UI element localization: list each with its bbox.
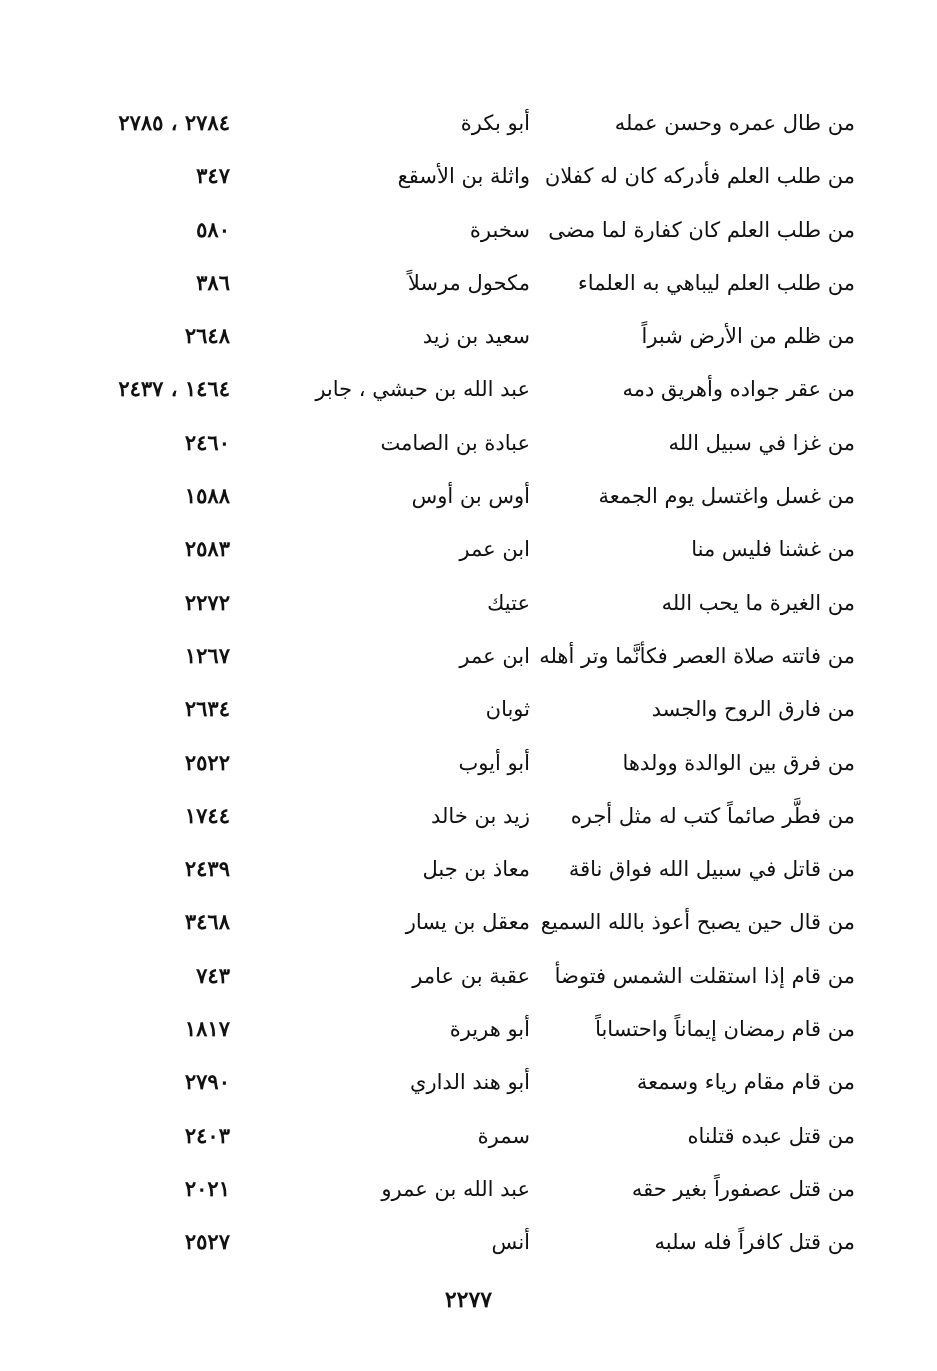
narrator-name: عبادة بن الصامت <box>380 430 530 455</box>
hadith-number: ٢٥٢٧ <box>184 1229 230 1255</box>
hadith-text: من قاتل في سبيل الله فواق ناقة <box>568 857 855 882</box>
index-row <box>0 1004 937 1057</box>
narrator-name: ابن عمر <box>459 643 530 668</box>
narrator-name: أوس بن أوس <box>411 484 530 509</box>
narrator-name: ابن عمر <box>459 537 530 562</box>
hadith-text: من قام إذا استقلت الشمس فتوضأ <box>554 963 855 988</box>
index-row <box>0 1217 937 1270</box>
hadith-number: ١٧٤٤ <box>184 802 230 828</box>
hadith-text: من فارق الروح والجسد <box>651 697 855 722</box>
hadith-text: من فرق بين الوالدة وولدها <box>622 750 855 775</box>
hadith-number: ٢٦٤٨ <box>184 323 230 349</box>
narrator-name: سعيد بن زيد <box>422 324 530 349</box>
hadith-text: من غزا في سبيل الله <box>668 430 855 455</box>
narrator-name: معقل بن يسار <box>405 910 530 935</box>
index-row <box>0 1164 937 1217</box>
index-row <box>0 631 937 684</box>
hadith-number: ٣٨٦ <box>196 269 230 295</box>
index-row <box>0 578 937 631</box>
hadith-number: ٣٤٧ <box>196 163 230 189</box>
hadith-text: من قام رمضان إيماناً واحتساباً <box>595 1017 855 1042</box>
hadith-text: من فطَّر صائماً كتب له مثل أجره <box>570 803 855 828</box>
hadith-text: من ظلم من الأرض شبراً <box>641 324 855 349</box>
index-row <box>0 524 937 577</box>
narrator-name: سخبرة <box>469 217 530 242</box>
hadith-number: ٢٧٨٤ ، ٢٧٨٥ <box>118 110 230 135</box>
hadith-number: ١٨١٧ <box>184 1016 230 1042</box>
narrator-name: أبو هريرة <box>449 1017 530 1042</box>
narrator-name: عقبة بن عامر <box>412 963 530 988</box>
index-row <box>0 1057 937 1110</box>
hadith-number: ٣٤٦٨ <box>184 909 230 935</box>
index-row <box>0 418 937 471</box>
narrator-name: مكحول مرسلاً <box>407 270 530 295</box>
index-row <box>0 897 937 950</box>
index-row <box>0 151 937 204</box>
index-row <box>0 791 937 844</box>
narrator-name: أبو هند الداري <box>410 1070 530 1095</box>
hadith-number: ٧٤٣ <box>196 962 230 988</box>
hadith-number: ١٢٦٧ <box>184 642 230 668</box>
narrator-name: زيد بن خالد <box>431 803 530 828</box>
hadith-text: من قال حين يصبح أعوذ بالله السميع <box>540 910 855 935</box>
narrator-name: أبو بكرة <box>460 111 530 135</box>
hadith-number: ٢٤٠٣ <box>184 1122 230 1148</box>
index-table <box>0 98 937 1271</box>
hadith-text: من غشنا فليس منا <box>691 537 855 562</box>
narrator-name: عبد الله بن حبشي ، جابر <box>315 377 530 402</box>
hadith-number: ١٥٨٨ <box>184 483 230 509</box>
narrator-name: أنس <box>491 1230 530 1255</box>
hadith-number: ٢٠٢١ <box>184 1175 230 1201</box>
page-number: ٢٢٧٧ <box>444 1287 493 1313</box>
hadith-number: ١٤٦٤ ، ٢٤٣٧ <box>118 376 230 402</box>
hadith-text: من قتل عبده قتلناه <box>687 1123 855 1148</box>
narrator-name: سمرة <box>477 1123 530 1148</box>
index-row <box>0 311 937 364</box>
hadith-text: من قتل عصفوراً بغير حقه <box>631 1176 855 1201</box>
hadith-text: من قتل كافراً فله سلبه <box>654 1230 855 1255</box>
narrator-name: واثلة بن الأسقع <box>397 164 530 189</box>
narrator-name: ثوبان <box>485 697 530 722</box>
narrator-name: أبو أيوب <box>458 750 530 775</box>
index-row <box>0 1111 937 1164</box>
hadith-number: ٢٧٩٠ <box>184 1069 230 1095</box>
hadith-text: من قام مقام رياء وسمعة <box>636 1070 855 1095</box>
hadith-number: ٥٨٠ <box>196 216 230 242</box>
index-row <box>0 684 937 737</box>
index-row <box>0 258 937 311</box>
narrator-name: معاذ بن جبل <box>422 857 530 882</box>
index-row <box>0 364 937 417</box>
hadith-text: من فاتته صلاة العصر فكأنَّما وتر أهله <box>539 643 855 668</box>
hadith-text: من طلب العلم فأدركه كان له كفلان <box>544 164 855 189</box>
hadith-number: ٢٤٦٠ <box>184 429 230 455</box>
hadith-number: ٢٢٧٢ <box>184 589 230 615</box>
hadith-text: من طال عمره وحسن عمله <box>614 111 855 135</box>
index-row <box>0 951 937 1004</box>
hadith-text: من عقر جواده وأهريق دمه <box>622 377 855 402</box>
hadith-number: ٢٥٢٢ <box>184 749 230 775</box>
narrator-name: عتيك <box>487 590 530 615</box>
hadith-number: ٢٦٣٤ <box>184 696 230 722</box>
index-row <box>0 205 937 258</box>
hadith-number: ٢٤٣٩ <box>184 856 230 882</box>
hadith-text: من الغيرة ما يحب الله <box>661 590 855 615</box>
narrator-name: عبد الله بن عمرو <box>381 1176 530 1201</box>
index-row <box>0 471 937 524</box>
hadith-number: ٢٥٨٣ <box>184 536 230 562</box>
hadith-text: من طلب العلم ليباهي به العلماء <box>577 270 855 295</box>
index-row <box>0 738 937 791</box>
index-row <box>0 844 937 897</box>
hadith-text: من غسل واغتسل يوم الجمعة <box>598 484 855 509</box>
index-row <box>0 98 937 151</box>
hadith-text: من طلب العلم كان كفارة لما مضى <box>548 217 855 242</box>
